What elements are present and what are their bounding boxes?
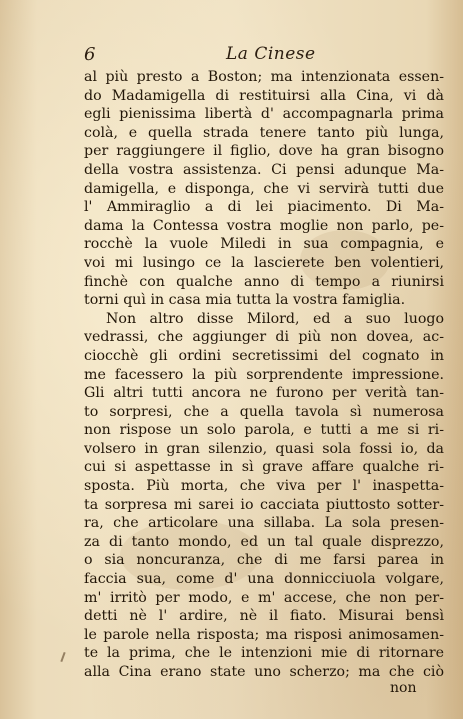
text-line: o sia noncuranza, che di me farsi parea in [84, 552, 444, 569]
text-line: ra, che articolare una sillaba. La sola presen- [84, 515, 444, 532]
text-line: non rispose un solo parola, e tutti a me si ri- [84, 422, 444, 439]
text-line: ta sorpresa mi sarei io cacciata piuttosto sotter- [84, 496, 444, 513]
text-line: faccia sua, come d' una donnicciuola volgare, [84, 571, 444, 588]
text-line: le parole nella risposta; ma risposi animosamen- [84, 626, 444, 643]
catchword: non [390, 680, 417, 696]
paragraph-first-line: Non altro disse Milord, ed a suo luogo [106, 310, 444, 327]
text-line: dama la Contessa vostra moglie non parlo, pe- [84, 217, 444, 234]
text-line: rocchè la vuole Miledi in sua compagnia, e [84, 236, 444, 253]
text-line: za di tanto mondo, ed un tal quale disprezzo, [84, 533, 444, 550]
text-line: te la prima, che le intenzioni mie di ritornare [84, 645, 444, 662]
text-line: Gli altri tutti ancora ne furono per verità tan- [84, 385, 444, 402]
text-line: cui si aspettasse in sì grave affare qualche ri- [84, 459, 444, 476]
text-line: finchè con qualche anno di tempo a riunirsi [84, 273, 444, 290]
text-line: voi mi lusingo ce la lascierete ben volentieri, [84, 254, 444, 271]
text-line: volsero in gran silenzio, quasi sola fossi io, da [84, 440, 444, 457]
text-line: m' irritò per modo, e m' accese, che non per- [84, 589, 444, 606]
text-line: egli pienissima libertà d' accompagnarla prima [84, 106, 444, 123]
text-line: al più presto a Boston; ma intenzionata essen- [84, 69, 444, 85]
text-line: me facessero la più sorprendente impressione. [84, 366, 444, 383]
page-number: 6 [84, 44, 96, 65]
margin-mark [60, 652, 65, 662]
text-line: to sorpresi, che a quella tavola sì numerosa [84, 403, 444, 420]
text-line: ciocchè gli ordini secretissimi del cognato in [84, 347, 444, 364]
text-line: vedrassi, che aggiunger di più non dovea, ac- [84, 329, 444, 346]
running-title: La Cinese [226, 44, 316, 64]
text-line: do Madamigella di restituirsi alla Cina, vi dà [84, 87, 444, 104]
text-line: colà, e quella strada tenere tanto più lunga, [84, 124, 444, 141]
paragraph-last-line: torni quì in casa mia tutta la vostra famiglia. [84, 292, 406, 309]
text-line: damigella, e disponga, che vi servirà tutti due [84, 180, 444, 197]
text-line: l' Ammiraglio a di lei piacimento. Di Ma- [84, 199, 444, 216]
text-line: per raggiungere il figlio, dove ha gran bisogno [84, 143, 444, 160]
text-line: alla Cina erano state uno scherzo; ma che ciò [84, 664, 444, 680]
text-line: sposta. Più morta, che viva per l' inaspetta- [84, 478, 444, 495]
text-line: detti nè l' ardire, nè il fiato. Misurai bensì [84, 608, 444, 625]
body-text [84, 68, 444, 682]
running-head [84, 44, 423, 68]
text-line: della vostra assistenza. Ci pensi adunque Ma- [84, 161, 444, 178]
